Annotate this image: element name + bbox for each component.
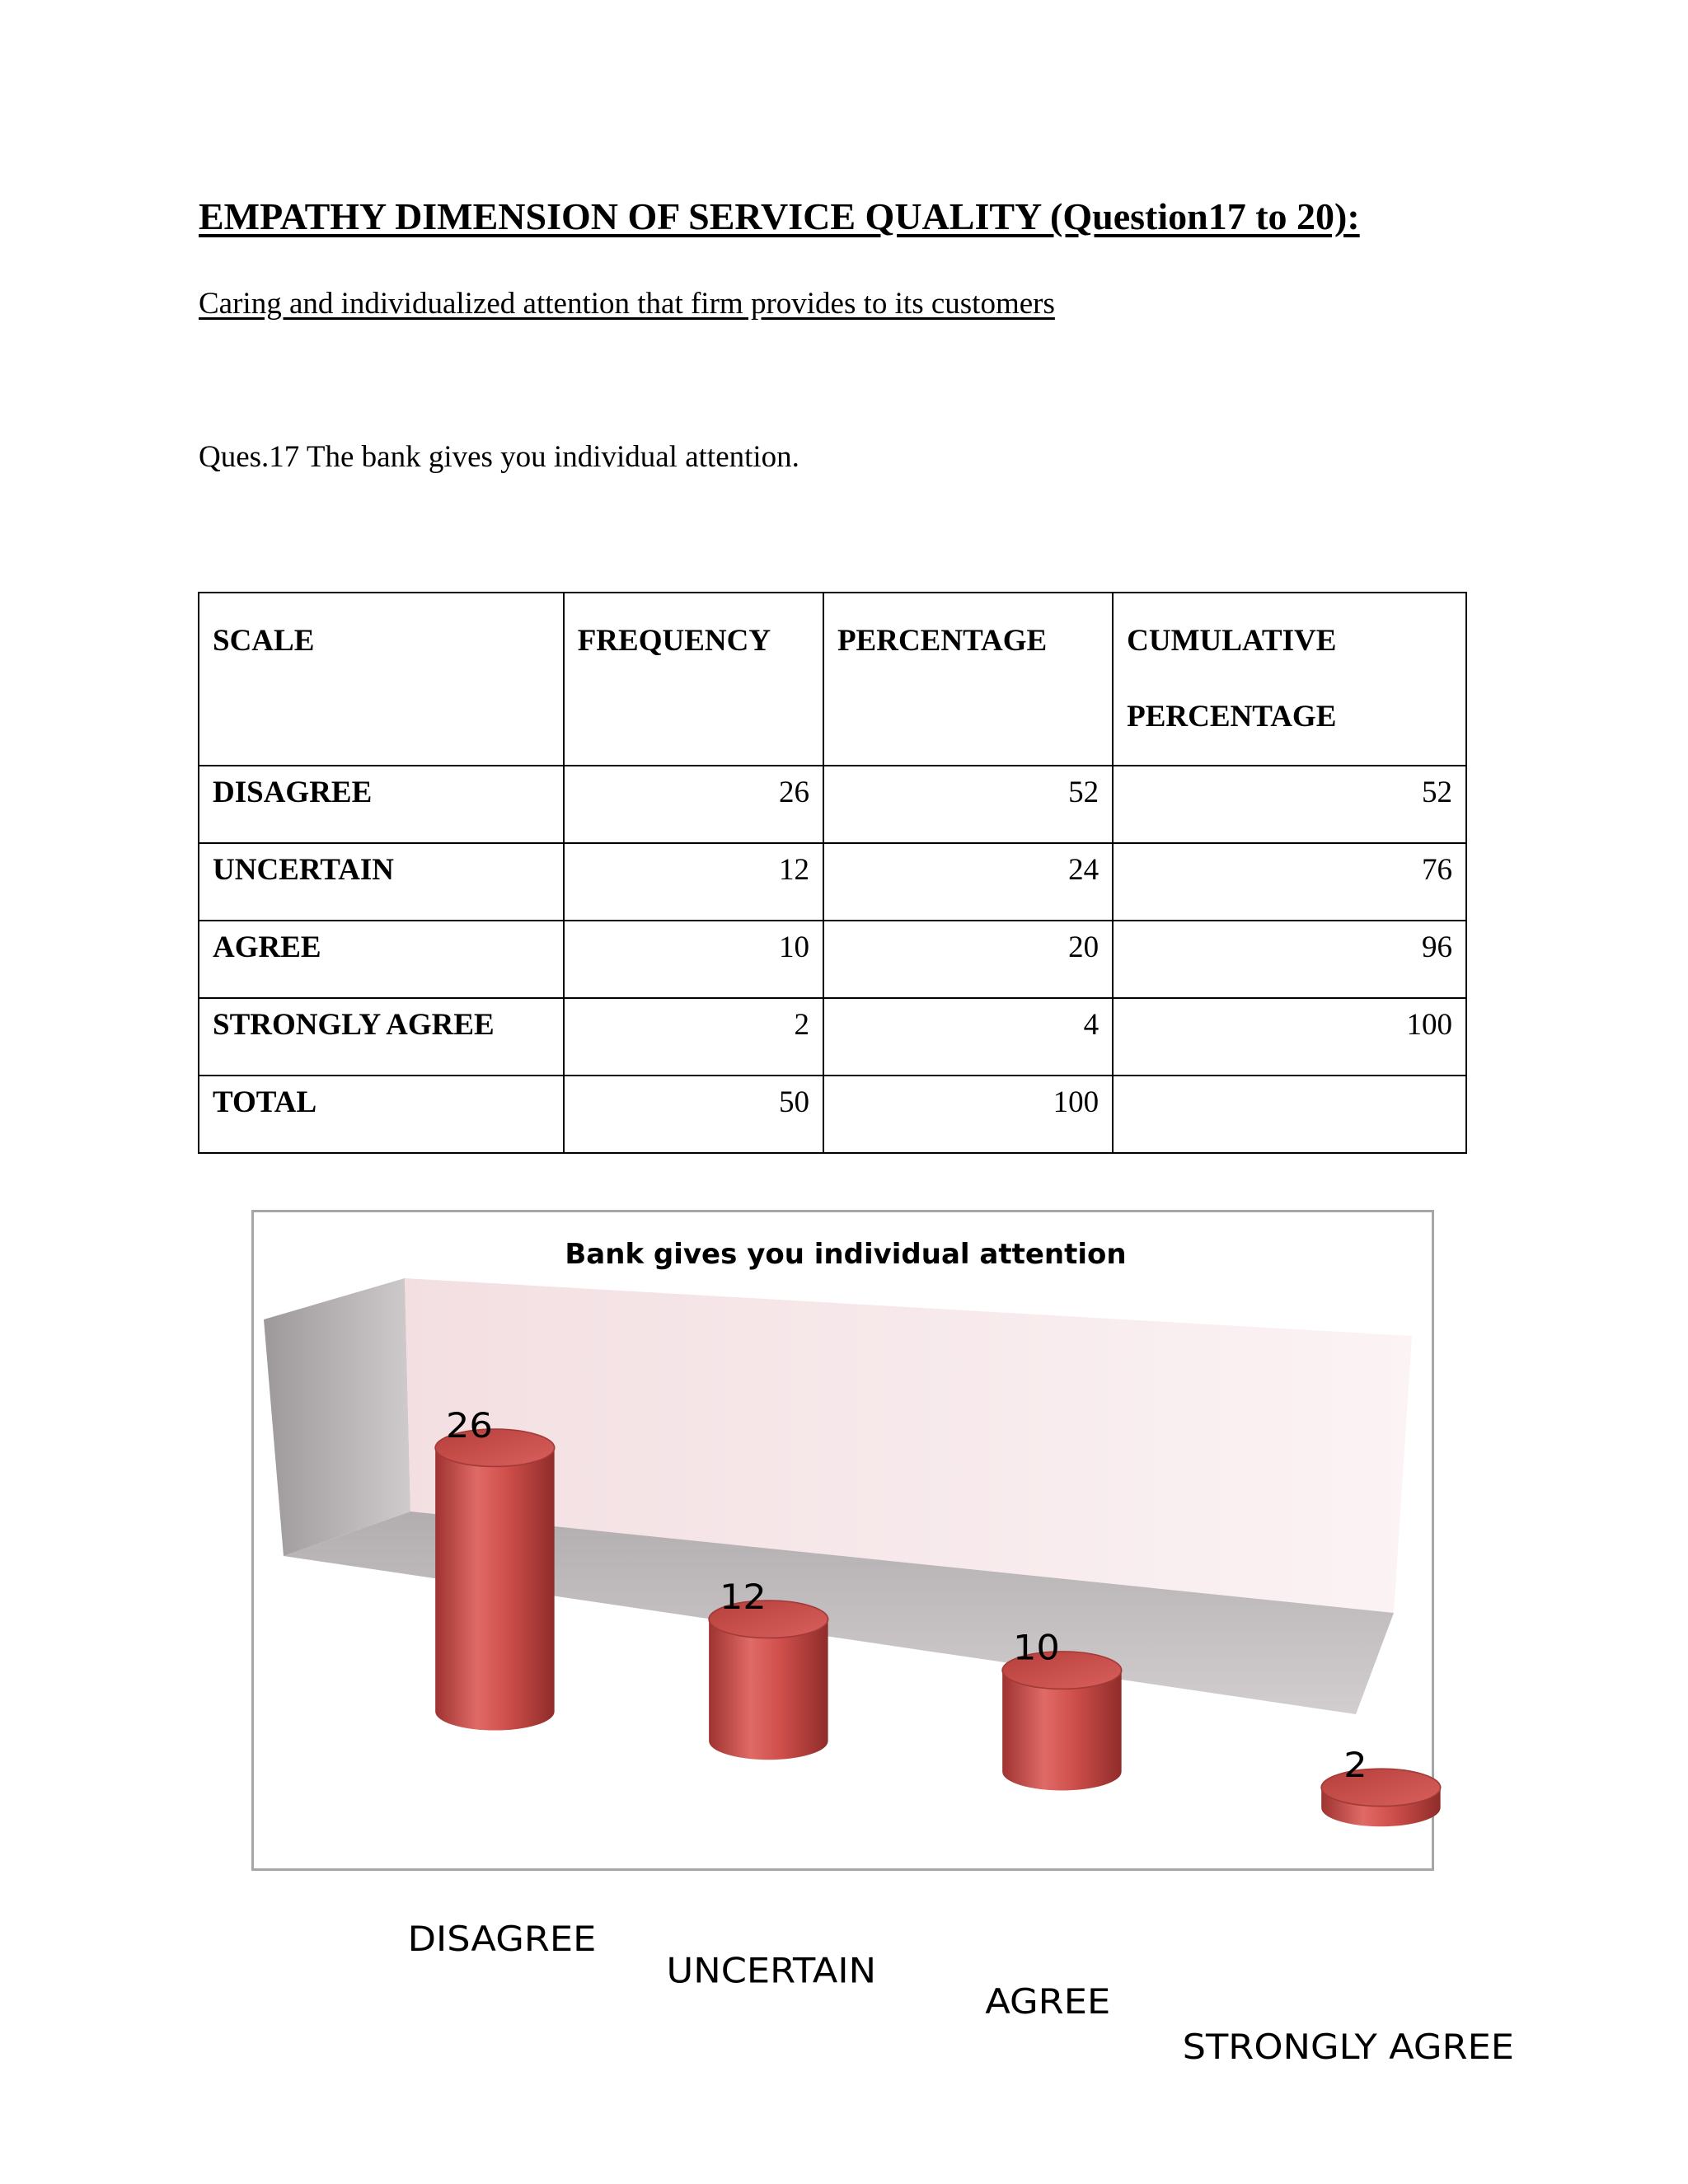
row-cumulative: 100 xyxy=(1113,998,1466,1076)
row-cumulative xyxy=(1113,1076,1466,1153)
row-scale: AGREE xyxy=(199,921,564,998)
table-header-row xyxy=(199,593,1466,766)
table-row xyxy=(199,998,1466,1076)
row-frequency: 26 xyxy=(564,766,823,843)
row-percentage: 20 xyxy=(823,921,1113,998)
chart-bar-top xyxy=(1321,1769,1440,1806)
row-scale: DISAGREE xyxy=(199,766,564,843)
chart-bar xyxy=(709,1601,828,1760)
row-frequency: 2 xyxy=(564,998,823,1076)
chart-category-label: DISAGREE xyxy=(407,1919,597,1960)
chart-category-label: AGREE xyxy=(985,1982,1111,2022)
header-cumulative xyxy=(1113,593,1466,766)
chart-data-label: 2 xyxy=(1343,1746,1367,1786)
chart-bar-body xyxy=(435,1448,554,1731)
chart-category-label: UNCERTAIN xyxy=(666,1951,877,1992)
chart-canvas xyxy=(254,1212,1515,2068)
section-heading: EMPATHY DIMENSION OF SERVICE QUALITY (Question17 to 20): xyxy=(199,195,1360,237)
chart-bar xyxy=(1002,1652,1121,1790)
row-percentage: 100 xyxy=(823,1076,1113,1153)
chart-category-labels xyxy=(408,1919,1514,2068)
chart-data-label: 26 xyxy=(445,1405,493,1446)
row-cumulative: 76 xyxy=(1113,843,1466,921)
row-cumulative: 96 xyxy=(1113,921,1466,998)
chart-data-label: 12 xyxy=(719,1577,767,1618)
header-scale: SCALE xyxy=(199,593,564,766)
bar-chart xyxy=(251,1210,1515,2068)
table-row xyxy=(199,921,1466,998)
row-percentage: 52 xyxy=(823,766,1113,843)
chart-bar xyxy=(435,1429,554,1730)
row-frequency: 12 xyxy=(564,843,823,921)
table-row-total xyxy=(199,1076,1466,1153)
frequency-table xyxy=(198,592,1467,1154)
table-row xyxy=(199,766,1466,843)
chart-category-label: STRONGLY AGREE xyxy=(1182,2027,1515,2068)
row-frequency: 50 xyxy=(564,1076,823,1153)
row-percentage: 24 xyxy=(823,843,1113,921)
row-frequency: 10 xyxy=(564,921,823,998)
header-frequency: FREQUENCY xyxy=(564,593,823,766)
chart-bar xyxy=(1321,1769,1440,1826)
row-scale: TOTAL xyxy=(199,1076,564,1153)
row-scale: STRONGLY AGREE xyxy=(199,998,564,1076)
chart-title: Bank gives you individual attention xyxy=(565,1238,1127,1271)
row-percentage: 4 xyxy=(823,998,1113,1076)
chart-bar-body xyxy=(709,1619,828,1760)
table-row xyxy=(199,843,1466,921)
header-percentage: PERCENTAGE xyxy=(823,593,1113,766)
question-text: Ques.17 The bank gives you individual attention. xyxy=(199,440,799,474)
row-cumulative: 52 xyxy=(1113,766,1466,843)
header-cumulative-line2: PERCENTAGE xyxy=(1127,700,1337,733)
header-cumulative-line1: CUMULATIVE xyxy=(1127,624,1337,658)
chart-side-wall xyxy=(264,1278,410,1556)
chart-data-label: 10 xyxy=(1012,1628,1060,1669)
section-subheading: Caring and individualized attention that firm provides to its customers xyxy=(199,287,1055,321)
row-scale: UNCERTAIN xyxy=(199,843,564,921)
